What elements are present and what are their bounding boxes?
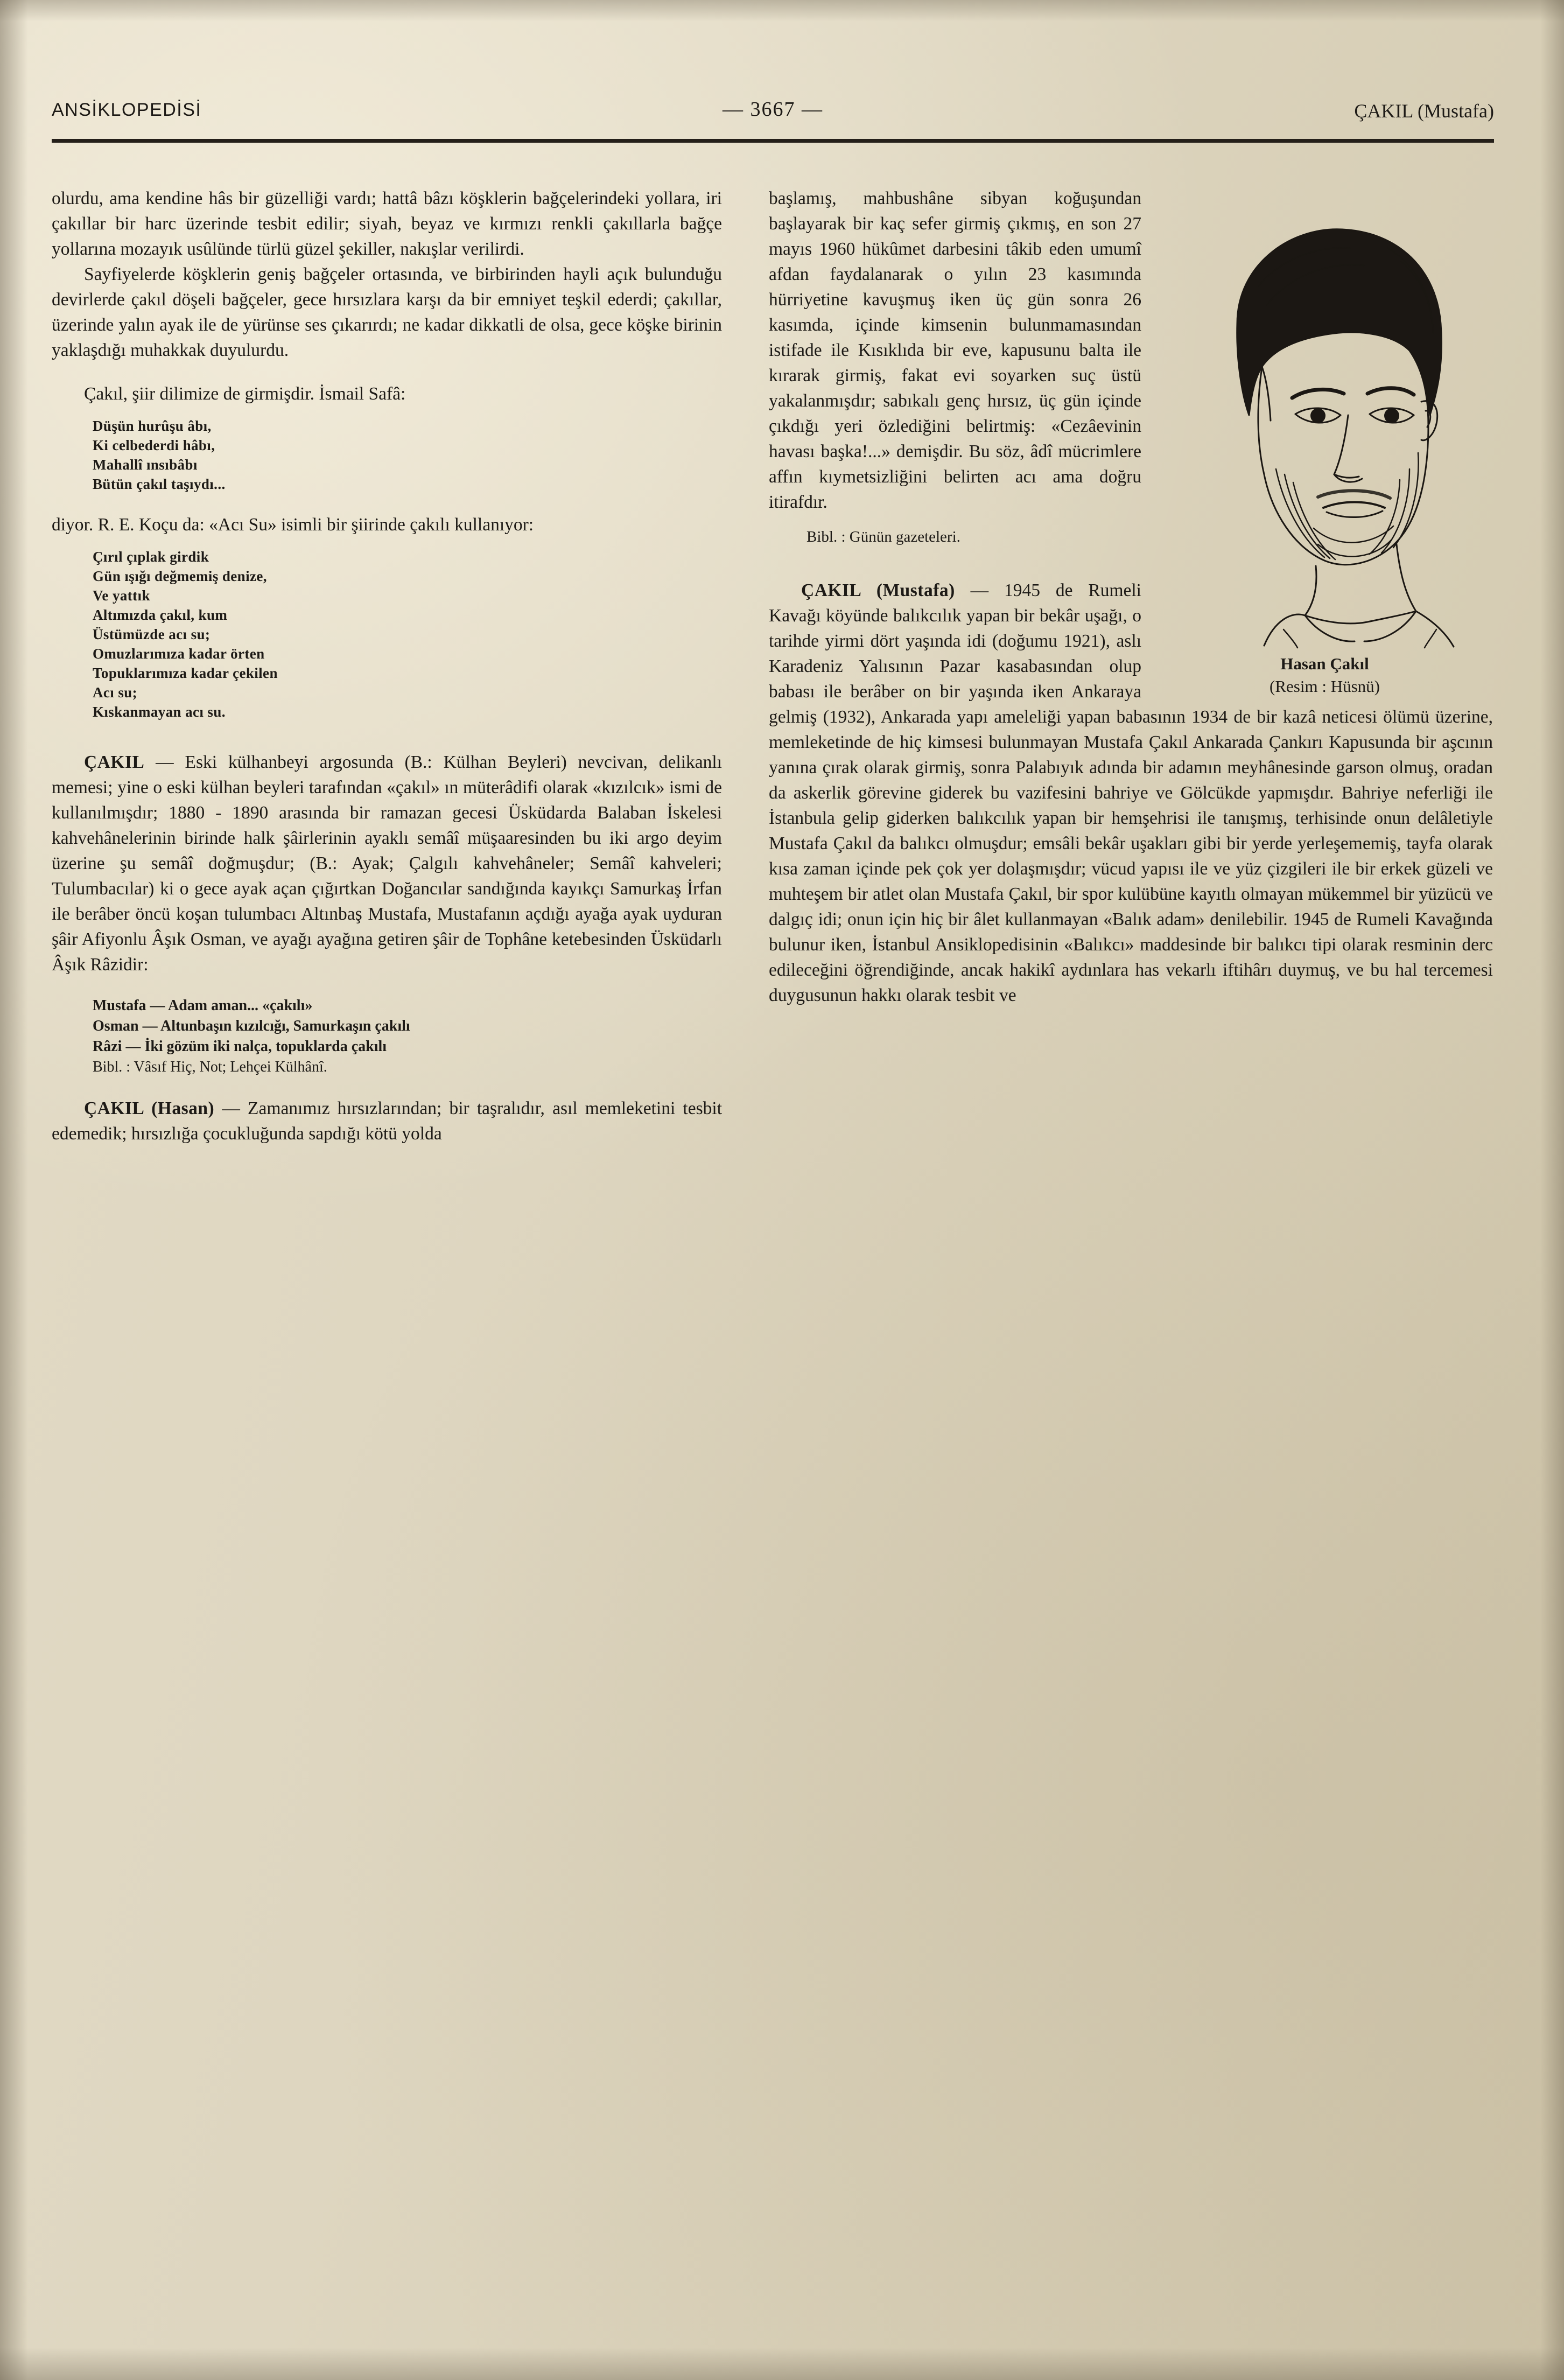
header-publication-title: ANSİKLOPEDİSİ — [52, 100, 202, 120]
entry-body: — 1945 de Rumeli Kavağı köyünde balıkcılık yapan bir bekâr uşağı, o tarihde yirmi dört yaşında idi (doğumu 1921), aslı Karadeniz Yalısının Pazar kasabasından olup babası ile berâber on bir yaşında iken Ankaraya gelmiş (1932), Ankarada yapı ameleliği yapan babasının 1934 de bir kazâ neticesi ölümü üzerine, memleketinde de hiç kimsesi bulunmayan Mustafa Çakıl Ankarada Çankırı Kapusunda bir aşcının yanına çırak olarak girmiş, sonra Palabıyık adında bir adamın meyhânesinde garson olmuş, oradan da askerlik görevine giderek bu vazifesini bahriye ve Gölcükde yapmışdır. Bahriye neferliği ile İstanbula gelip giderken balıkcılık yapan bir hemşehrisi ile tanışmış, terhisinde onun delâletiyle Mustafa Çakıl da balıkcı olmuşdur; emsâli bekâr uşakları gibi bir yerde yerleşememiş, tayfa olarak kısa zaman içinde pek çok yer dolaşmışdır; vücud yapısı ile ve yüz çizgileri ile bir erkek güzeli ve muhteşem bir atlet olan Mustafa Çakıl, bir spor kulübüne kayıtlı olmayan mükemmel bir yüzücü ve dalgıç idi; onun için hiç bir âlet kullanmayan «Balık adam» denilebilir. 1945 de Rumeli Kavağında bulunur iken, İstanbul Ansiklopedisinin «Balıkcı» maddesinde bir balıkcı tipi olarak resminin derc edileceğini öğrendiğinde, ancak hakikî aydınlara has vekarlı iftihârı duymuş, ve bu hal tercemesi duygusunun hakkı olarak tesbit ve — [769, 580, 1493, 1005]
bibliography-line — [93, 1057, 722, 1077]
verse-line: Ve yattık — [93, 587, 150, 604]
page-edge-shadow-bottom — [0, 2348, 1564, 2380]
bibliography-text: Günün gazeteleri. — [849, 528, 960, 545]
semai-speaker: Mustafa — [93, 997, 146, 1014]
verse-block-ismail-safa — [93, 416, 722, 494]
semai-speaker: Osman — [93, 1018, 139, 1034]
entry-cakil-hasan — [52, 1096, 722, 1146]
page-edge-shadow-left — [0, 0, 28, 2380]
verse-line: Omuzlarımıza kadar örten — [93, 646, 265, 662]
verse-line: Bütün çakıl taşıydı... — [93, 476, 226, 492]
verse-line: Topuklarımıza kadar çekilen — [93, 665, 278, 681]
page-edge-shadow-top — [0, 0, 1564, 22]
header-entry-title: ÇAKIL (Mustafa) — [1354, 100, 1494, 122]
portrait-drawing-hasan-cakil — [1156, 189, 1493, 649]
verse-line: Mahallî ınsıbâbı — [93, 457, 198, 473]
portrait-figure — [1156, 189, 1493, 698]
bibliography-label: Bibl. : — [93, 1059, 131, 1075]
verse-line: Düşün hurûşu âbı, — [93, 418, 212, 434]
page-number: — 3667 — — [723, 98, 823, 121]
verse-line: Üstümüzde acı su; — [93, 626, 211, 642]
semai-text: — İki gözüm iki nalça, topuklarda çakılı — [122, 1038, 387, 1055]
bibliography-text: Vâsıf Hiç, Not; Lehçei Külhânî. — [134, 1059, 327, 1075]
portrait-subject-name: Hasan Çakıl — [1280, 654, 1369, 673]
semai-line — [93, 996, 722, 1016]
verse-block-aci-su — [93, 547, 722, 722]
page-header — [52, 100, 1494, 137]
semai-text: — Altunbaşın kızılcığı, Samurkaşın çakılı — [138, 1018, 410, 1034]
semai-line — [93, 1016, 722, 1037]
entry-body: — Eski külhanbeyi argosunda (B.: Külhan Beyleri) nevcivan, delikanlı memesi; yine o eski külhan beyleri tarafından «çakıl» ın müterâdifi olarak «kızılcık» ismi de kullanılmışdır; 1880 - 1890 arasında bir ramazan gecesi Üsküdarda Balaban İskelesi kahvehânelerinin birinde halk şâirlerinin ayaklı semâî müşaaresinden bu iki argo deyim üzerine şu semâî doğmuşdur; (B.: Ayak; Çalgılı kahvehâneler; Semâî kahveleri; Tulumbacılar) ki o gece ayak açan çığırtkan Doğancılar sandığında kayıkçı Samurkaş İrfan ile berâber öncü koşan tulumbacı Altınbaş Mustafa, Mustafanın açdığı ayağa ayak uyduran şâir Afiyonlu Âşık Osman, ve ayağı ayağına getiren şâir de Tophâne ketebesinden Üsküdarlı Âşık Râzidir: — [52, 752, 722, 975]
verse-line: Gün ışığı değmemiş denize, — [93, 568, 267, 584]
bibliography-label: Bibl. : — [806, 528, 846, 545]
semai-dialogue — [93, 996, 722, 1077]
semai-line — [93, 1037, 722, 1057]
entry-title: ÇAKIL (Hasan) — [84, 1098, 215, 1118]
paragraph: Çakıl, şiir dilimize de girmişdir. İsmail Safâ: — [84, 384, 406, 404]
entry-title: ÇAKIL (Mustafa) — [801, 580, 955, 600]
portrait-caption — [1156, 653, 1493, 698]
page-edge-shadow-right — [1540, 0, 1564, 2380]
right-column — [769, 186, 1493, 1008]
verse-line: Ki celbederdi hâbı, — [93, 437, 215, 453]
entry-title: ÇAKIL — [84, 752, 145, 772]
verse-line: Çırıl çıplak girdik — [93, 549, 209, 565]
semai-speaker: Râzi — [93, 1038, 122, 1055]
paragraph: diyor. R. E. Koçu da: «Acı Su» isimli bir şiirinde çakılı kullanıyor: — [52, 515, 534, 535]
left-column — [52, 186, 722, 1146]
verse-line: Acı su; — [93, 684, 138, 701]
header-divider — [52, 139, 1494, 143]
paragraph: olurdu, ama kendine hâs bir güzelliği vardı; hattâ bâzı köşklerin bağçelerindeki yollara, iri çakıllar bir harc üzerinde tesbit edilir; siyah, beyaz ve kırmızı renkli çakıllarla bağçe yollarına mozayık usûlünde türlü güzel şekiller, nakışlar verilirdi. — [52, 188, 722, 259]
semai-text: — Adam aman... «çakılı» — [146, 997, 313, 1014]
verse-line: Altımızda çakıl, kum — [93, 607, 228, 623]
portrait-credit: (Resim : Hüsnü) — [1270, 677, 1380, 696]
entry-cakil — [52, 750, 722, 977]
paragraph: başlamış, mahbushâne sibyan koğuşundan başlayarak bir kaç sefer girmiş çıkmış, en son 27 mayıs 1960 hükûmet darbesini tâkib eden umumî afdan faydalanarak o yılın 23 kasımında hürriyetine kavuşmuş iken üç gün sonra 26 kasımda, içinde kimsenin bulunmamasından istifade ile Kısıklıda bir eve, kapusunu balta ile kırarak girmiş, fakat evi soyarken suç üstü yakalanmışdır; sabıkalı genç hırsız, üç gün içinde çıkdığı yeri özlediğini belirtmiş: «Cezâevinin havası başka!...» demişdir. Bu söz, âdî mücrimlere affın kıymetsizliğini belirten acı ama doğru itirafdır. — [769, 188, 1141, 512]
entry-body: — Zamanımız hırsızlarından; bir taşralıdır, asıl memleketini tesbit edemedik; hırsızlığa çocukluğunda sapdığı kötü yolda — [52, 1098, 723, 1144]
paragraph: Sayfiyelerde köşklerin geniş bağçeler ortasında, ve birbirinden hayli açık bulunduğu devirlerde çakıl döşeli bağçeler, gece hırsızlara karşı da bir emniyet teşkil ederdi; çakıllar, üzerinde yalın ayak ile de yürünse ses çıkarırdı; ne kadar dikkatli de olsa, gece köşke birinin yaklaşdığı muhakkak duyulurdu. — [52, 264, 722, 360]
verse-line: Kıskanmayan acı su. — [93, 704, 226, 720]
